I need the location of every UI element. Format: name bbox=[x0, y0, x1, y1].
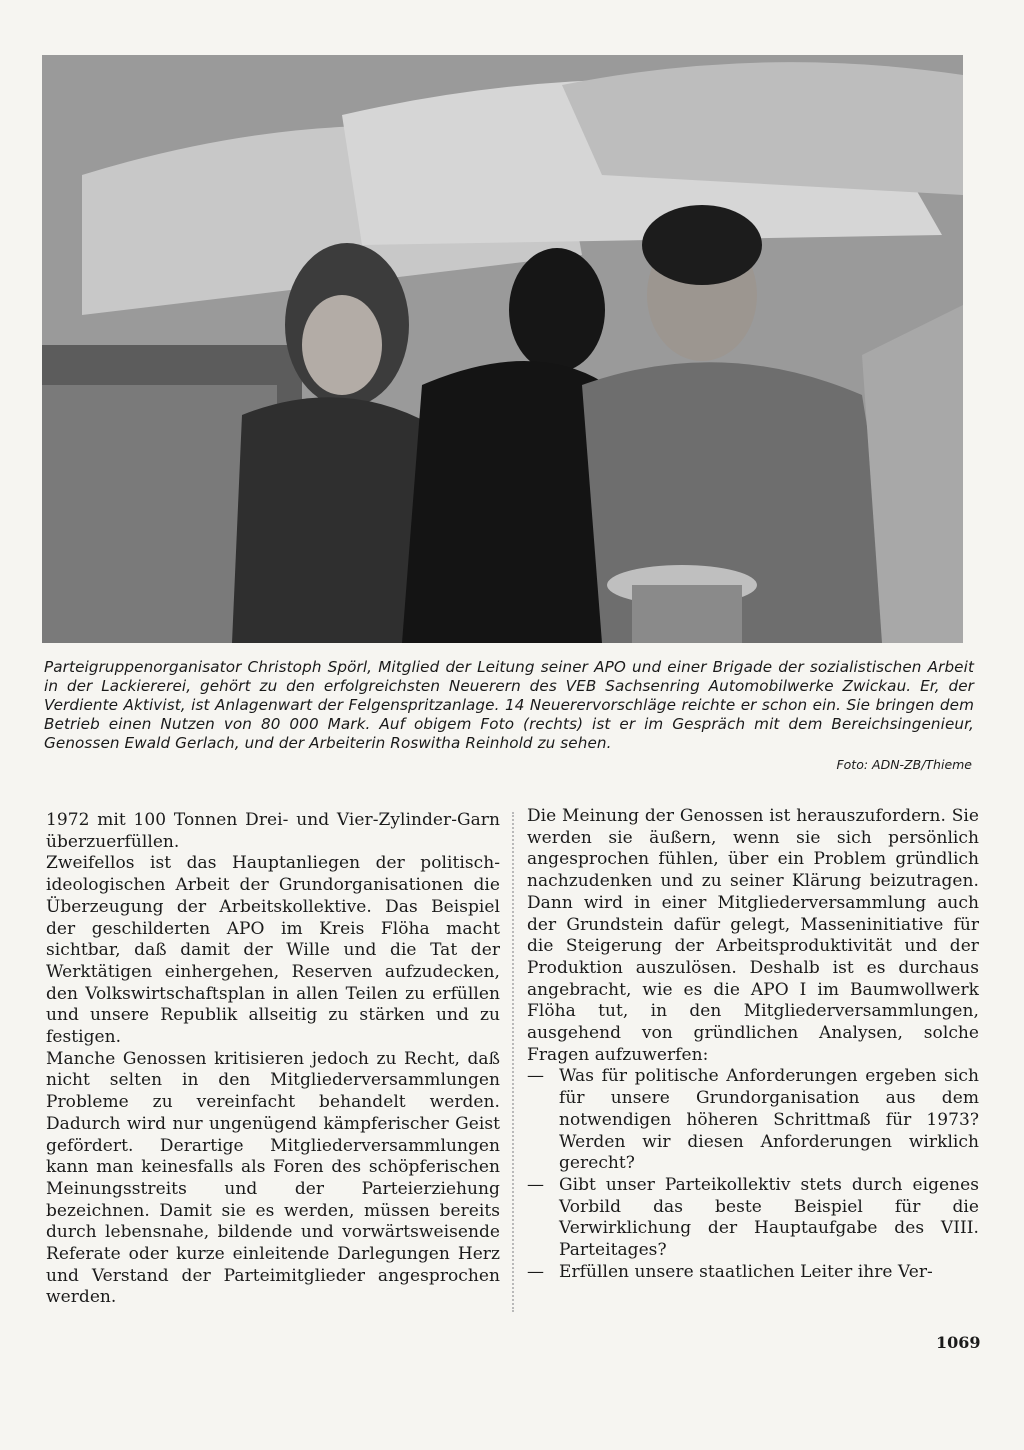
paragraph: 1972 mit 100 Tonnen Drei- und Vier-Zylinder-Garn überzuerfüllen. bbox=[46, 810, 500, 852]
paragraph: Manche Genossen kritisieren jedoch zu Recht, daß nicht selten in den Mitgliederversammlungen Probleme zu vereinfacht behandelt werden. Dadurch wird nur ungenügend kämpferischer Geist gefördert. Derartige Mitgliederversammlungen kann man keinesfalls als Foren des schöpferischen Meinungsstreits und der Parteierziehung bezeichnen. Damit sie es werden, müssen bereits durch lebensnahe, bildende und vorwärtsweisende Referate oder kurze einleitende Darlegungen Herz und Verstand der Parteimitglieder angesprochen werden. bbox=[46, 1048, 500, 1308]
list-item-text: Gibt unser Parteikollektiv stets durch eigenes Vorbild das beste Beispiel für die Verwirklichung der Hauptaufgabe des VIII. Parteitages? bbox=[559, 1174, 979, 1261]
list-item bbox=[527, 1175, 979, 1262]
column-divider bbox=[512, 812, 514, 1312]
photo-illustration bbox=[42, 55, 963, 643]
right-text-column bbox=[527, 806, 979, 1283]
dash-marker: — bbox=[527, 1174, 545, 1195]
list-item-text: Erfüllen unsere staatlichen Leiter ihre Ver- bbox=[559, 1261, 933, 1282]
list-item bbox=[527, 1262, 979, 1284]
list-item-text: Was für politische Anforderungen ergeben sich für unsere Grundorganisation aus dem notwendigen höheren Schrittmaß für 1973? Werden wir diesen Anforderungen wirklich gerecht? bbox=[559, 1066, 979, 1174]
paragraph: Zweifellos ist das Hauptanliegen der politisch-ideologischen Arbeit der Grundorganisationen die Überzeugung der Arbeitskollektive. Das Beispiel der geschilderten APO im Kreis Flöha macht sichtbar, daß damit der Wille und die Tat der Werktätigen einhergehen, Reserven aufzudecken, den Volkswirtschaftsplan in allen Teilen zu erfüllen und unsere Republik allseitig zu stärken und zu festigen. bbox=[46, 853, 500, 1048]
left-text-column bbox=[46, 810, 500, 1309]
page-number: 1069 bbox=[936, 1333, 981, 1352]
list-item bbox=[527, 1066, 979, 1175]
dash-marker: — bbox=[527, 1261, 545, 1282]
photo-caption: Parteigruppenorganisator Christoph Spörl, Mitglied der Leitung seiner APO und einer Brigade der sozialistischen Arbeit in der Lackiererei, gehört zu den erfolgreichsten Neuerern des VEB Sachsenring Automobilwerke Zwickau. Er, der Verdiente Aktivist, ist Anlagenwart der Felgenspritzanlage. 14 Neuerervorschläge reichte er schon ein. Sie bringen dem Betrieb einen Nutzen von 80 000 Mark. Auf obigem Foto (rechts) ist er im Gespräch mit dem Bereichsingenieur, Genossen Ewald Gerlach, und der Arbeiterin Roswitha Reinhold zu sehen. bbox=[44, 658, 974, 752]
paragraph: Die Meinung der Genossen ist herauszufordern. Sie werden sie äußern, wenn sie sich persönlich angesprochen fühlen, über ein Problem gründlich nachzudenken und zu seiner Klärung beizutragen. Dann wird in einer Mitgliederversammlung auch der Grundstein dafür gelegt, Masseninitiative für die Steigerung der Arbeitsproduktivität und der Produktion auszulösen. Deshalb ist es durchaus angebracht, wie es die APO I im Baumwollwerk Flöha tut, in den Mitgliederversammlungen, ausgehend von gründlichen Analysen, solche Fragen aufzuwerfen: bbox=[527, 806, 979, 1065]
photo-factory-conversation bbox=[42, 55, 963, 643]
dash-marker: — bbox=[527, 1066, 545, 1087]
photo-credit: Foto: ADN-ZB/Thieme bbox=[836, 757, 972, 772]
